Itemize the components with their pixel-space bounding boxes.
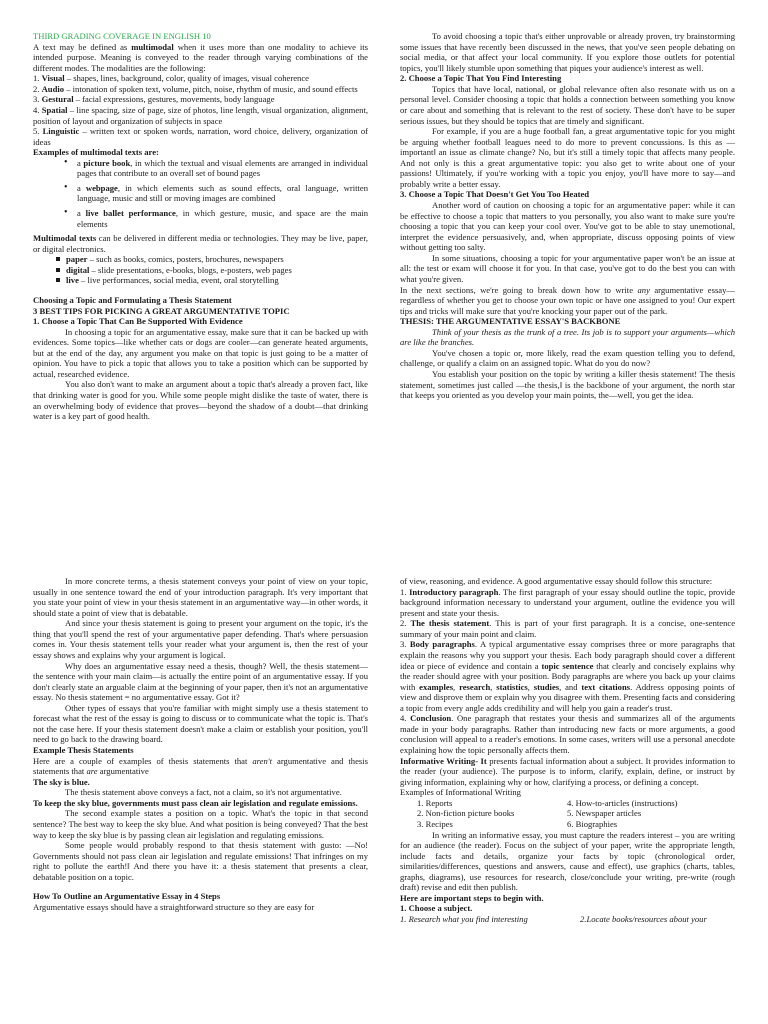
column-top-left: [33, 31, 368, 501]
structure-item: 4. Conclusion. One paragraph that restates your thesis and summarizes all of the arguments made in your body paragraphs. Rather than introducing new facts or more arguments, a good conclusion will appeal to a reader's emotions. In some cases, writers will use a personal anecdote explaining how the topic personally affects them.: [400, 713, 735, 755]
section-heading: THESIS: THE ARGUMENTATIVE ESSAY'S BACKBONE: [400, 316, 621, 327]
list-item: digital – slide presentations, e-books, blogs, e-posters, web pages: [66, 265, 368, 276]
body-paragraph: Other types of essays that you're familiar with might simply use a thesis statement to forecast what the rest of the essay is going to discuss or to communicate what the topic is. That's not the case here. If your thesis statement doesn't make a claim or establish your position, you'll need to go back to the drawing board.: [33, 702, 368, 745]
column-bottom-right: [400, 576, 735, 1024]
list-item: • a webpage, in which elements such as sound effects, oral language, written language, music and still or moving images are combined: [77, 183, 368, 204]
section-heading: 1. Choose a subject.: [400, 903, 473, 914]
list-item: 3. Recipes: [417, 818, 453, 829]
example-thesis: The sky is blue.: [33, 776, 90, 787]
structure-item: 1. Introductory paragraph. The first paragraph of your essay should outline the topic, provide background information necessary to understand your argument, outline the evidence you will present and state your thesis.: [400, 586, 735, 618]
body-paragraph: The thesis statement above conveys a fact, not a claim, so it's not argumentative.: [65, 787, 342, 798]
structure-item: 3. Body paragraphs. A typical argumentative essay comprises three or more paragraphs that explain the reasons why you support your thesis. Each body paragraph should cover a different idea or piece of evidence and contain a topic sentence that clearly and concisely explains why the reader should agree with your position. Body paragraphs are where you back up your claims with examples, research, statistics, studies, and text citations. Address opposing points of view and disprove them or explain why you disagree with them. Presenting facts and considering a topic from every angle adds credibility and will help you gain a reader's trust.: [400, 639, 735, 713]
section-heading: Choosing a Topic and Formulating a Thesis Statement: [33, 294, 232, 305]
list-item: 6. Biographies: [567, 818, 618, 829]
examples-heading: Examples of Informational Writing: [400, 787, 521, 798]
body-paragraph: You establish your position on the topic by writing a killer thesis statement! The thesis statement, sometimes just called —the thesis,‖ is the backbone of your argument, the north star that keeps you oriented as you develop your main points, the—well, you get the idea.: [400, 369, 735, 401]
list-item: 4. How-to-articles (instructions): [567, 797, 678, 808]
body-paragraph: Another word of caution on choosing a topic for an argumentative paper: while it can be effective to choose a topic that matters to you personally, you also want to make sure you're choosing a topic that you can keep your cool over. You've got to be able to stay unemotional, interpret the evidence persuasively, and, when appropriate, discuss opposing points of view without getting too salty.: [400, 200, 735, 253]
section-heading: Example Thesis Statements: [33, 745, 134, 755]
body-paragraph: In more concrete terms, a thesis statement conveys your point of view on your topic, usually in one sentence toward the end of your introduction paragraph. It's very important that you state your point of view in your thesis statement in an argumentative way—in other words, it should state a point of view that is debatable.: [33, 576, 368, 618]
media-list: [33, 254, 368, 286]
section-heading: 3 BEST TIPS FOR PICKING A GREAT ARGUMENTATIVE TOPIC: [33, 305, 290, 316]
list-item: • a live ballet performance, in which gesture, music, and space are the main elements: [77, 208, 368, 229]
modality-item: 3. Gestural – facial expressions, gestures, movements, body language: [33, 94, 275, 105]
column-bottom-left: [33, 576, 368, 1024]
body-paragraph: You also don't want to make an argument about a topic that's already a proven fact, like that drinking water is good for you. While some people might dislike the taste of water, there is an overwhelming body of evidence that proves—beyond the shadow of a doubt—that drinking water is a key part of good health.: [33, 379, 368, 422]
body-paragraph: For example, if you are a huge football fan, a great argumentative topic for you might be arguing whether football leagues need to do more to prevent concussions. Is this as —important‖ an issue as climate change? No, but it's still a timely topic that affects many people. And not only is this a great argumentative topic: you also get to write about one of your passions! Ultimately, if you're working with a topic you enjoy, you'll have more to say—and probably write a better essay.: [400, 126, 735, 189]
list-item: live – live performances, social media, event, oral storytelling: [66, 275, 368, 286]
body-paragraph: In choosing a topic for an argumentative essay, make sure that it can be backed up with evidences. Some topics—like whether cats or dogs are cooler—can generate heated arguments, but at the end of the day, any argument you make on that topic is just going to be a matter of opinion. You have to pick a topic that allows you to take a position which can be supported by actual, researched evidence.: [33, 326, 368, 379]
example-thesis: To keep the sky blue, governments must pass clean air legislation and regulate emissions.: [33, 797, 358, 808]
list-item: 1. Research what you find interesting: [400, 914, 528, 924]
list-item: 2.Locate books/resources about your: [580, 914, 707, 924]
structure-item: 2. The thesis statement. This is part of your first paragraph. It is a concise, one-sentence summary of your main point and claim.: [400, 618, 735, 639]
list-item: paper – such as books, comics, posters, brochures, newspapers: [66, 254, 368, 265]
list-item: 5. Newspaper articles: [567, 808, 642, 819]
document-title: THIRD GRADING COVERAGE IN ENGLISH 10: [33, 31, 211, 41]
intro-paragraph: A text may be defined as multimodal when it uses more than one modality to achieve its intended purpose. Meaning is conveyed to the reader through varying combinations of the different modes. The modalities are the following:: [33, 41, 368, 73]
modality-item: 5. Linguistic – written text or spoken words, narration, word choice, delivery, organization of ideas: [33, 126, 368, 147]
informational-examples: [400, 798, 735, 830]
list-item: 1. Reports: [417, 797, 453, 808]
section-heading: 2. Choose a Topic That You Find Interesting: [400, 73, 562, 84]
body-paragraph: Some people would probably respond to that thesis statement with gusto: —No! Governments should not pass clean air legislation and regulate emissions! That infringes on my right to pollute the earth!‖ And there you have it: a thesis statement that presents a clear, debatable position on a topic.: [33, 840, 368, 882]
modality-item: 2. Audio – intonation of spoken text, volume, pitch, noise, rhythm of music, and sound effects: [33, 83, 358, 94]
section-heading: How To Outline an Argumentative Essay in 4 Steps: [33, 891, 221, 902]
body-paragraph: Why does an argumentative essay need a thesis, though? Well, the thesis statement—the sentence with your main claim—is actually the entire point of an argumentative essay. If you don't clearly state an arguable claim at the beginning of your paper, then it's not an argumentative essay. No thesis statement = no argumentative essay. Got it?: [33, 660, 368, 703]
list-item: • a picture book, in which the textual and visual elements are arranged in individual pages that contribute to an overall set of bound pages: [77, 158, 368, 179]
modality-item: 1. Visual – shapes, lines, background, color, quality of images, visual coherence: [33, 73, 309, 84]
body-paragraph: Argumentative essays should have a straightforward structure so they are easy for: [33, 901, 315, 912]
examples-heading: Examples of multimodal texts are:: [33, 147, 159, 158]
body-paragraph: Think of your thesis as the trunk of a tree. Its job is to support your arguments—which are like the branches.: [400, 326, 735, 348]
body-paragraph: of view, reasoning, and evidence. A good argumentative essay should follow this structure:: [400, 576, 713, 586]
body-paragraph: In the next sections, we're going to break down how to write any argumentative essay—regardless of whether you get to choose your own topic or have one assigned to you! Our expert tips and tricks will make sure that you're knocking your paper out of the park.: [400, 284, 735, 316]
body-paragraph: To avoid choosing a topic that's either unprovable or already proven, try brainstorming some issues that have recently been discussed in the news, that you've seen people debating on social media, or that affect your local community. If you explore those outlets for potential topics, you'll likely stumble upon something that piques your audience's interest as well.: [400, 31, 735, 73]
section-heading: 3. Choose a Topic That Doesn't Get You Too Heated: [400, 189, 590, 200]
column-top-right: [400, 31, 735, 501]
body-paragraph: In writing an informative essay, you must capture the readers interest – you are writing for an audience (the reader). Focus on the subject of your paper, write the appropriate length, include facts and details, organize your facts by topic (chronological order, similarities/differences, questions and answers, cause and effect), use graphics (charts, tables, graphs, diagrams), use resources for research, close/conclude your writing, pre-write (rough draft) revise and edit then publish.: [400, 829, 735, 893]
body-paragraph: You've chosen a topic or, more likely, read the exam question telling you to defend, challenge, or qualify a claim on an assigned topic. What do you do now?: [400, 347, 735, 369]
modality-item: 4. Spatial – line spacing, size of page, size of photos, line length, visual organization, alignment, position of layout and organization of subjects in space: [33, 104, 368, 126]
body-paragraph: And since your thesis statement is going to present your argument on the topic, it's the thing that you'll spend the rest of your argumentative paper defending. That's where persuasion comes in. Your thesis statement tells your reader what your argument is, then the rest of your essay shows and explains why your argument is logical.: [33, 618, 368, 660]
examples-list: [33, 158, 368, 229]
body-paragraph: In some situations, choosing a topic for your argumentative paper won't be an issue at all: the test or exam will choose it for you. In that case, you've got to do the best you can with what you're given.: [400, 252, 735, 284]
steps-row: [400, 914, 735, 925]
body-paragraph: Here are a couple of examples of thesis statements that aren't argumentative and thesis statements that are argumentative: [33, 755, 368, 777]
section-heading: Here are important steps to begin with.: [400, 892, 544, 903]
body-paragraph: The second example states a position on a topic. What's the topic in that second sentence? The best way to keep the sky blue. And what position is being conveyed? That the best way to keep the sky blue is by passing clean air legislation and regulating emissions.: [33, 808, 368, 840]
body-paragraph: Informative Writing- It presents factual information about a subject. It provides information to the reader (your audience). The purpose is to inform, clarify, explain, define, or instruct by giving information, explaining why or how, clarifying a process, or defining a concept.: [400, 755, 735, 787]
delivery-paragraph: Multimodal texts can be delivered in different media or technologies. They may be live, paper, or digital electronics.: [33, 233, 368, 254]
body-paragraph: Topics that have local, national, or global relevance often also resonate with us on a personal level. Consider choosing a topic that holds a connection between something you know or care about and something that is relevant to the rest of society. These don't have to be super serious issues, but they should be topics that are timely and significant.: [400, 83, 735, 126]
list-item: 2. Non-fiction picture books: [417, 808, 515, 819]
section-heading: 1. Choose a Topic That Can Be Supported With Evidence: [33, 316, 243, 327]
